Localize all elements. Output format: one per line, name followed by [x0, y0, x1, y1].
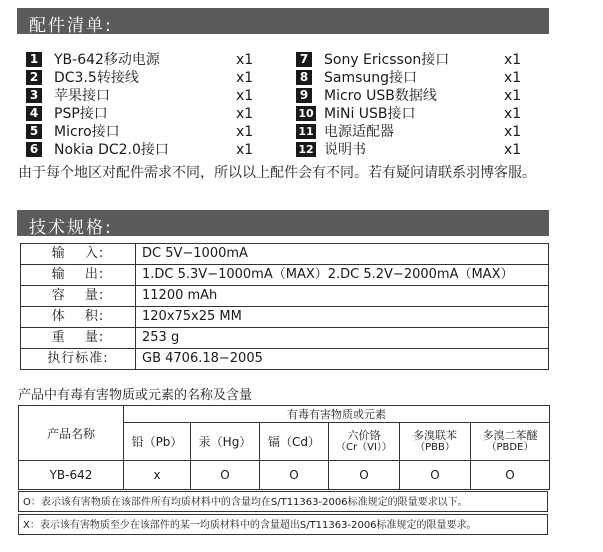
column-header [260, 423, 329, 461]
item-quantity: x1 [504, 88, 522, 104]
item-quantity: x1 [504, 124, 522, 140]
item-name: Nokia DC2.0接口 [54, 142, 169, 158]
footnote-x: X：表示该有害物质至少在该部件的某一均质材料中的含量超出S/T11363-2006标准规定的限量要求。 [18, 514, 548, 535]
item-quantity: x1 [504, 106, 522, 122]
table-row [21, 328, 549, 349]
column-header [191, 423, 260, 461]
item-name: Micro USB数据线 [324, 88, 437, 104]
spec-value: DC 5V−1000mA [136, 244, 549, 265]
product-header: 产品名称 [19, 406, 124, 461]
column-header-main: 六价铬 [347, 428, 381, 442]
item-number-badge: 11 [296, 124, 316, 139]
product-name-cell: YB-642 [19, 461, 124, 490]
section-title-specs: 技术规格: [29, 218, 113, 238]
spec-key: 容 量: [21, 286, 136, 307]
column-header-main: 镉（Cd） [268, 435, 320, 450]
item-number-badge: 3 [26, 88, 42, 103]
item-quantity: x1 [504, 142, 522, 158]
column-header-main: 多溴联苯 [413, 428, 457, 442]
item-name: 说明书 [324, 142, 366, 158]
hazard-value-cell: O [191, 461, 260, 490]
hazard-title: 产品中有毒有害物质或元素的名称及含量 [18, 388, 253, 403]
item-quantity: x1 [236, 70, 254, 86]
hazard-value-cell: O [471, 461, 550, 490]
hazard-table [18, 405, 550, 490]
column-header-sub: （Cr（VI）） [336, 441, 392, 453]
column-header [124, 423, 191, 461]
item-number-badge: 9 [296, 88, 312, 103]
item-name: MiNi USB接口 [324, 106, 416, 122]
item-quantity: x1 [236, 52, 254, 68]
hazard-value-cell: O [400, 461, 471, 490]
column-header-main: 多溴二苯醚 [482, 428, 538, 442]
item-name: Sony Ericsson接口 [324, 52, 450, 68]
section-header-parts [17, 8, 549, 34]
column-header-main: 铅（Pb） [131, 435, 183, 450]
spec-value: 1.DC 5.3V−1000mA（MAX）2.DC 5.2V−2000mA（MAX） [136, 265, 549, 286]
column-header [400, 423, 471, 461]
hazard-value-cell: O [260, 461, 329, 490]
item-number-badge: 10 [296, 106, 316, 121]
item-quantity: x1 [236, 124, 254, 140]
item-number-badge: 7 [296, 52, 312, 67]
item-name: Samsung接口 [324, 70, 418, 86]
column-header [471, 423, 550, 461]
section-header-specs [17, 210, 549, 236]
item-name: 苹果接口 [54, 88, 110, 104]
item-number-badge: 4 [26, 106, 42, 121]
item-number-badge: 6 [26, 142, 42, 157]
footnote-o: O：表示该有害物质在该部件所有均质材料中的含量均在S/T11363-2006标准规定的限量要求以下。 [18, 491, 548, 512]
spec-key: 重 量: [21, 328, 136, 349]
hazard-value-cell: O [329, 461, 400, 490]
item-number-badge: 12 [296, 142, 316, 157]
table-row [21, 244, 549, 265]
spec-key: 输 入: [21, 244, 136, 265]
item-name: DC3.5转接线 [54, 70, 139, 86]
spec-value: 253 g [136, 328, 549, 349]
table-header-row [19, 406, 550, 423]
item-quantity: x1 [504, 70, 522, 86]
spec-value: 120x75x25 MM [136, 307, 549, 328]
spec-table [20, 243, 549, 370]
parts-note: 由于每个地区对配件需求不同，所以以上配件会有不同。若有疑问请联系羽博客服。 [18, 165, 536, 181]
column-header [329, 423, 400, 461]
table-row [21, 265, 549, 286]
item-name: YB-642移动电源 [54, 52, 160, 68]
spec-value: GB 4706.18−2005 [136, 349, 549, 370]
table-row [21, 349, 549, 370]
table-row [21, 286, 549, 307]
column-header-sub: （PBDE） [486, 441, 534, 453]
spec-key: 执行标准: [21, 349, 136, 370]
column-header-main: 汞（Hg） [198, 435, 252, 450]
item-quantity: x1 [236, 88, 254, 104]
table-row [21, 307, 549, 328]
item-number-badge: 5 [26, 124, 42, 139]
item-name: Micro接口 [54, 124, 120, 140]
table-row [19, 461, 550, 490]
item-name: PSP接口 [54, 106, 108, 122]
section-title-parts: 配件清单: [29, 16, 113, 36]
item-number-badge: 8 [296, 70, 312, 85]
item-number-badge: 1 [26, 52, 42, 67]
group-header: 有毒有害物质或元素 [124, 406, 550, 423]
spec-key: 体 积: [21, 307, 136, 328]
item-number-badge: 2 [26, 70, 42, 85]
item-quantity: x1 [236, 142, 254, 158]
column-header-sub: （PBB） [415, 441, 455, 453]
hazard-value-cell: x [124, 461, 191, 490]
spec-key: 输 出: [21, 265, 136, 286]
item-quantity: x1 [504, 52, 522, 68]
item-name: 电源适配器 [324, 124, 394, 140]
item-quantity: x1 [236, 106, 254, 122]
spec-value: 11200 mAh [136, 286, 549, 307]
